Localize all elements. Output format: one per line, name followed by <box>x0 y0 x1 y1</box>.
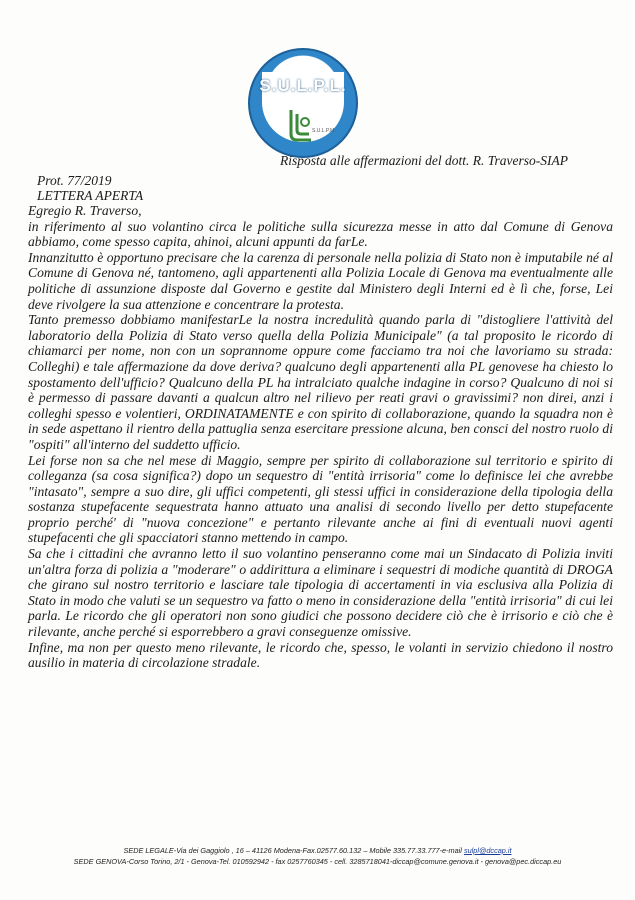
paragraph-intro: in riferimento al suo volantino circa le politiche sulla sicurezza messe in atto dal Comune di Genova abbiamo, come spesso capita, ahinoi, alcuni appunti da farLe. <box>28 218 613 250</box>
footer-line-legal <box>20 845 615 856</box>
greeting: Egregio R. Traverso, <box>28 203 142 218</box>
paragraph-laboratory: Tanto premesso dobbiamo manifestarLe la nostra incredulità quando parla di "distogliere l'attività del laboratorio della Polizia di Stato verso quella della Polizia Municipale" (a tal proposito le ricordo di chiamarci per nome, non con un soprannome oppure come facciamo tra noi che lavoriamo su strada: Colleghi) e tale affermazione da dove deriva? qualcuno degli appartenenti alla PL genovese ha chiesto lo spostamento dell'ufficio? Qualcuno della PL ha intralciato qualche indagine in corso? Qualcuno di noi si è permesso di passare davanti a qualcun altro nel rilievo per reati gravi o gravissimi? non direi, anzi i colleghi spesso e volentieri, ORDINATAMENTE e con spirito di collaborazione, quando la squadra non è in sede aspettano il rientro della pattuglia senza esercitare pressione alcuna, ben consci del nostro ruolo di "ospiti" all'interno del suddetto ufficio. <box>28 312 613 452</box>
letterhead-footer <box>20 845 615 867</box>
paragraph-may-seizure: Lei forse non sa che nel mese di Maggio, sempre per spirito di collaborazione sul territorio e spirito di colleganza (sa cosa significa?) dopo un sequestro di "entità irrisoria" come lo definisce lei che avrebbe "intasato", sempre a suo dire, gli uffici competenti, gli stessi uffici in considerazione della tipologia della sostanza stupefacente sequestrata hanno attuato una analisi di secondo livello per detto stupefacente proprio perché' di "nuova concezione" e pertanto rilevante anche ai fini di eventuali nuovi agenti stupefacenti che gli spacciatori stanno mettendo in campo. <box>28 452 613 546</box>
reply-heading: Risposta alle affermazioni del dott. R. Traverso-SIAP <box>280 153 568 168</box>
protocol-number: Prot. 77/2019 <box>37 173 112 188</box>
footer-legal-text: SEDE LEGALE-Via dei Gaggiolo , 16 – 41126 Modena-Fax.02577.60.132 – Mobile 335.77.33.777-e-mail <box>123 846 464 855</box>
paragraph-staffing: Innanzitutto è opportuno precisare che la carenza di personale nella polizia di Stato non è imputabile né al Comune di Genova né, tantomeno, agli appartenenti alla Polizia Locale di Genova ma eventualmente alle politiche di assunzione disposte dal Governo e gestite dal Ministero degli Interni ed è lì che, forse, Lei deve rivolgere la sua attenzione e concentrare la protesta. <box>28 249 613 312</box>
paragraph-closing: Infine, ma non per questo meno rilevante, le ricordo che, spesso, le volanti in servizio chiedono il nostro ausilio in materia di circolazione stradale. <box>28 639 613 671</box>
paragraph-citizens: Sa che i cittadini che avranno letto il suo volantino penseranno come mai un Sindacato di Polizia inviti un'altra forza di polizia a "moderare" o addirittura a eliminare i sequestri di modiche quantità di DROGA che girano sul nostro territorio e lasciare tale tipologia di accertamenti in via esclusiva alla Polizia di Stato in modo che valuti se un sequestro va fatto o meno in considerazione della "entità irrisoria" di cui lei parla. Le ricordo che gli operatori non sono giudici che possono decidere ciò che è irrisorio e ciò che è rilevante, anche perché si esporrebbero a gravi conseguenze omissive. <box>28 546 613 640</box>
letter-body <box>28 203 613 671</box>
footer-email-link[interactable]: sulpl@dccap.it <box>463 846 512 855</box>
letter-type: LETTERA APERTA <box>37 188 144 203</box>
logo-mini-text: S.U.L.P.M. <box>312 128 336 134</box>
logo-text: S.U.L.P.L. <box>259 76 347 95</box>
emblem-icon <box>287 108 315 142</box>
sulpl-logo <box>248 48 358 158</box>
footer-line-genova: SEDE GENOVA-Corso Torino, 2/1 - Genova-Tel. 010592942 - fax 0257760345 - cell. 3285718041-diccap@comune.genova.it - genova@pec.diccap.eu <box>73 857 562 866</box>
